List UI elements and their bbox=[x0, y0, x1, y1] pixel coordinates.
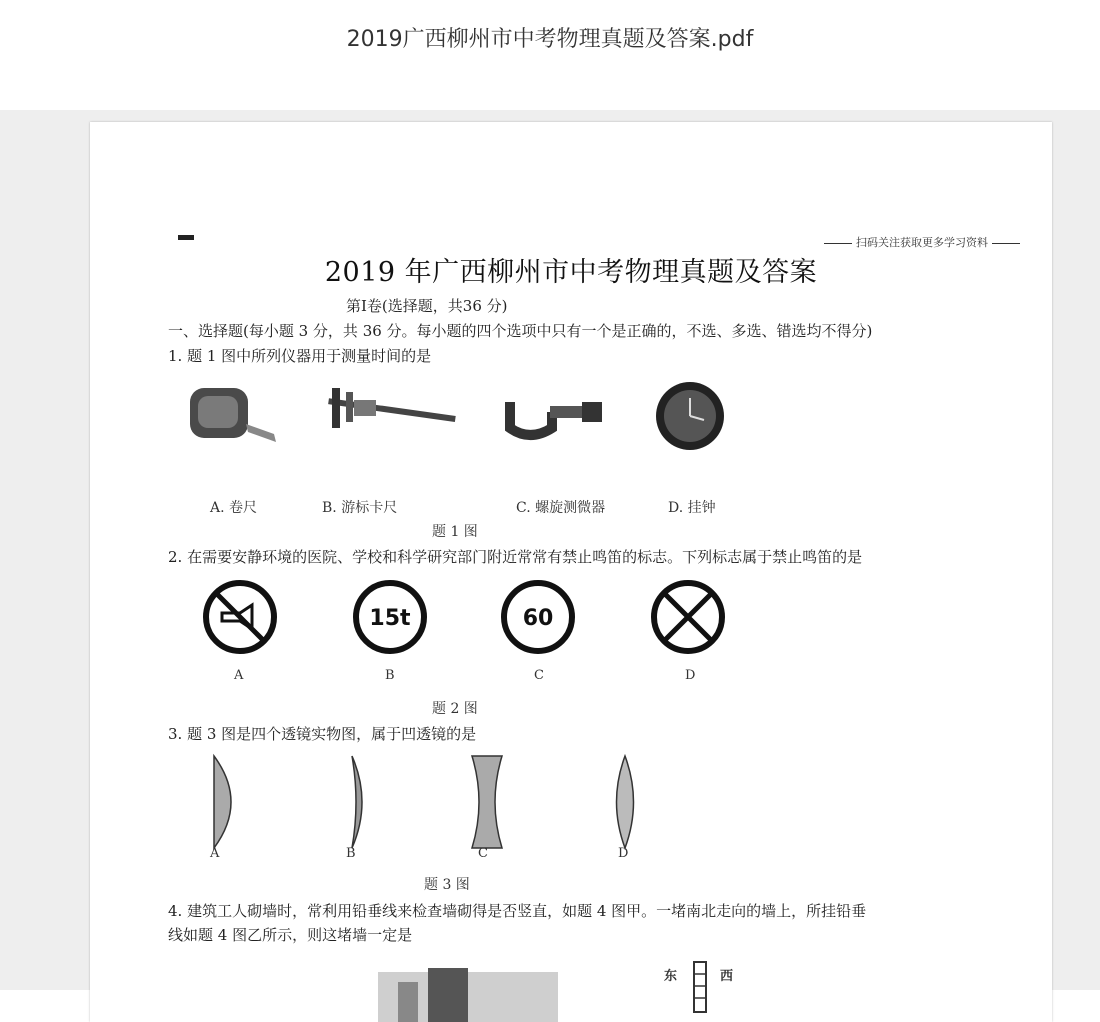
question-1: 1. 题 1 图中所列仪器用于测量时间的是 bbox=[168, 347, 432, 365]
figure-1-caption: 题 1 图 bbox=[432, 524, 478, 540]
q1-option-d: D. 挂钟 bbox=[668, 500, 716, 516]
figure-4b-wall bbox=[692, 962, 708, 1012]
figure-3-caption: 题 3 图 bbox=[424, 877, 470, 893]
question-4-line-1: 4. 建筑工人砌墙时，常利用铅垂线来检查墙砌得是否竖直，如题 4 图甲。一堵南北走向的墙上，所挂铅垂 bbox=[168, 902, 867, 920]
q2-label-a: A bbox=[234, 668, 244, 683]
wall-clock-image bbox=[654, 380, 728, 454]
qr-note: 扫码关注获取更多学习资料 bbox=[820, 234, 1024, 250]
question-2: 2. 在需要安静环境的医院、学校和科学研究部门附近常常有禁止鸣笛的标志。下列标志属于禁止鸣笛的是 bbox=[168, 548, 863, 566]
q2-label-d: D bbox=[685, 668, 696, 683]
figure-4a-image bbox=[378, 962, 558, 1022]
pdf-viewer[interactable] bbox=[0, 110, 1100, 990]
lens-d-image bbox=[610, 754, 640, 850]
q3-label-c: C bbox=[478, 846, 488, 861]
figure-2-caption: 题 2 图 bbox=[432, 701, 478, 717]
lens-c-image bbox=[470, 754, 504, 850]
sign-c-text: 60 bbox=[522, 606, 554, 631]
q1-option-c: C. 螺旋测微器 bbox=[516, 500, 606, 516]
q3-label-a: A bbox=[210, 846, 220, 861]
pdf-page bbox=[90, 122, 1052, 1022]
q2-label-c: C bbox=[534, 668, 544, 683]
q1-option-b: B. 游标卡尺 bbox=[322, 500, 398, 516]
east-label: 东 bbox=[664, 969, 678, 984]
file-title: 2019广西柳州市中考物理真题及答案.pdf bbox=[346, 27, 754, 52]
document-title: 2019 年广西柳州市中考物理真题及答案 bbox=[324, 257, 818, 288]
weight-limit-sign bbox=[350, 577, 430, 657]
caliper-image bbox=[324, 384, 464, 444]
sign-b-text: 15t bbox=[369, 606, 411, 631]
lens-a-image bbox=[208, 752, 248, 852]
speed-limit-sign bbox=[498, 577, 578, 657]
q3-label-b: B bbox=[346, 846, 356, 861]
section-heading: 第Ⅰ卷(选择题，共36 分) bbox=[346, 297, 508, 315]
instructions: 一、选择题(每小题 3 分，共 36 分。每小题的四个选项中只有一个是正确的，不选、多选、错选均不得分) bbox=[168, 322, 873, 340]
q3-label-d: D bbox=[618, 846, 629, 861]
q1-option-a: A. 卷尺 bbox=[210, 500, 258, 516]
header-mark bbox=[178, 235, 194, 240]
lens-b-image bbox=[348, 752, 378, 852]
no-horn-sign bbox=[200, 577, 280, 657]
tape-measure-image bbox=[188, 382, 288, 452]
q2-label-b: B bbox=[385, 668, 395, 683]
no-stopping-sign bbox=[648, 577, 728, 657]
title-bar bbox=[0, 0, 1100, 110]
west-label: 西 bbox=[720, 969, 734, 984]
micrometer-image bbox=[506, 384, 616, 444]
question-4-line-2: 线如题 4 图乙所示，则这堵墙一定是 bbox=[168, 926, 413, 944]
question-3: 3. 题 3 图是四个透镜实物图，属于凹透镜的是 bbox=[168, 725, 477, 743]
